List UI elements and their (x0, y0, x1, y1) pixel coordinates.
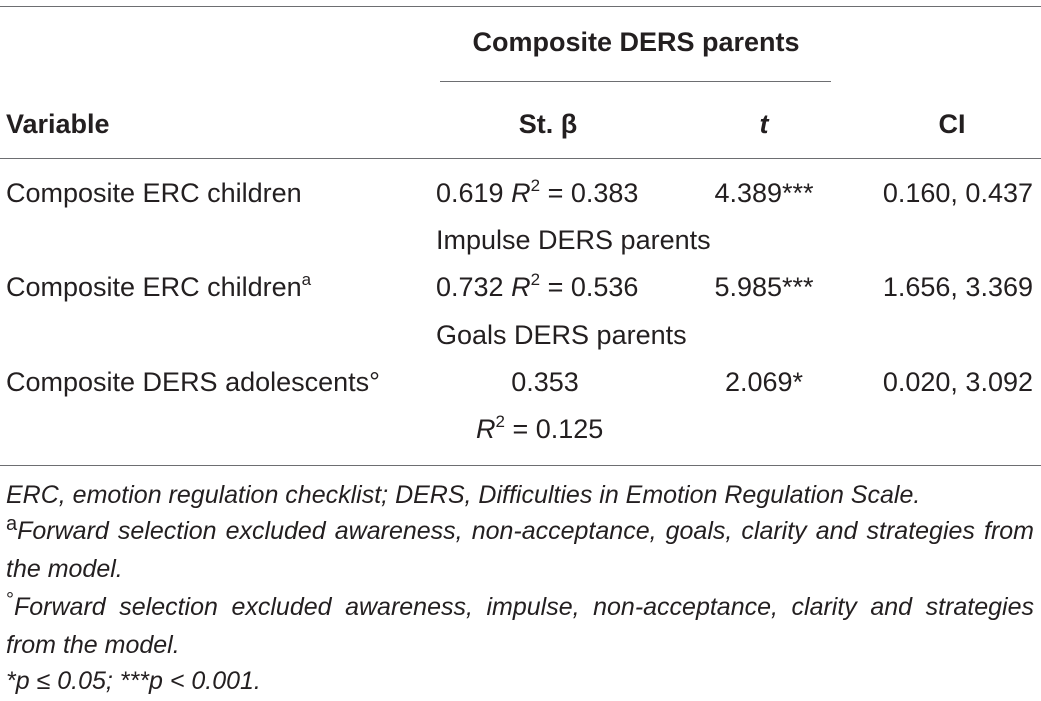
row-1-beta (436, 177, 638, 213)
footnote-a (6, 513, 1034, 587)
row-1-variable: Composite ERC children (6, 178, 302, 208)
row-1-beta-value: 0.619 (436, 178, 504, 208)
row-2-beta (436, 271, 638, 307)
column-header-ci: CI (938, 109, 966, 139)
row-2-r2-symbol: R (511, 272, 531, 302)
row-3-ci: 0.020, 3.092 (882, 367, 1033, 397)
row-3-t: 2.069* (724, 367, 804, 397)
row-3-r2-symbol: R (476, 414, 496, 444)
row-3-variable: Composite DERS adolescents° (6, 367, 380, 397)
section-label-goals: Goals DERS parents (436, 320, 687, 350)
header-bottom-rule (0, 158, 1041, 159)
row-1-r2-value: = 0.383 (547, 178, 639, 208)
row-1-r2-symbol: R (511, 178, 531, 208)
row-3-r2-value: = 0.125 (512, 414, 604, 444)
row-3-r2 (476, 413, 603, 449)
row-2-ci: 1.656, 3.369 (882, 272, 1033, 302)
column-header-variable: Variable (6, 109, 110, 139)
row-2-variable-label: Composite ERC children (6, 272, 302, 302)
footnote-a-text: Forward selection excluded awareness, non-acceptance, goals, clarity and strategies from the model. (6, 517, 1034, 583)
group-header-rule (440, 81, 831, 82)
row-1-r2-exponent: 2 (530, 176, 541, 195)
footnote-abbreviations: ERC, emotion regulation checklist; DERS, Difficulties in Emotion Regulation Scale. (6, 481, 921, 509)
footnote-significance: *p ≤ 0.05; ***p < 0.001. (6, 667, 261, 695)
row-2-variable (6, 271, 311, 307)
row-1-t: 4.389*** (714, 178, 814, 208)
row-2-r2-value: = 0.536 (547, 272, 639, 302)
footnote-degree-marker: ° (6, 589, 14, 611)
table-bottom-rule (0, 465, 1041, 466)
column-header-t: t (759, 109, 769, 139)
row-2-t: 5.985*** (714, 272, 814, 302)
row-2-beta-value: 0.732 (436, 272, 504, 302)
footnote-degree-text: Forward selection excluded awareness, impulse, non-acceptance, clarity and strategies from the model. (6, 593, 1034, 659)
row-3-beta-value: 0.353 (511, 367, 579, 397)
table-top-rule (0, 6, 1041, 7)
footnote-degree (6, 589, 1034, 663)
section-label-impulse: Impulse DERS parents (436, 225, 711, 255)
row-2-footnote-marker: a (301, 270, 312, 289)
row-2-r2-exponent: 2 (530, 270, 541, 289)
column-header-beta: St. β (518, 109, 578, 139)
group-header-title: Composite DERS parents (472, 27, 800, 57)
footnote-a-marker: a (6, 513, 18, 535)
row-1-ci: 0.160, 0.437 (882, 178, 1033, 208)
row-3-r2-exponent: 2 (495, 412, 505, 431)
